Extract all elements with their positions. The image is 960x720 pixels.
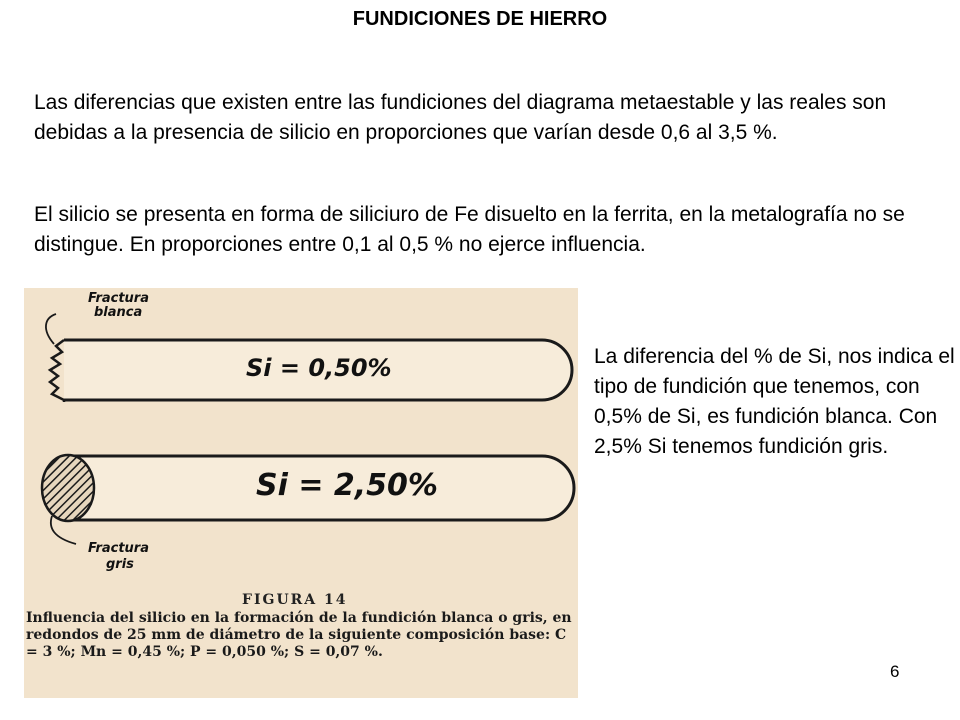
label-fractura-gris-1: Fractura: [88, 541, 149, 556]
figure-14-image: [24, 288, 578, 698]
figure-title: FIGURA 14: [242, 592, 348, 608]
intro-paragraph: Las diferencias que existen entre las fundiciones del diagrama metaestable y las reales son debidas a la presencia de silicio en proporciones que varían desde 0,6 al 3,5 %.: [34, 91, 887, 144]
white-fracture-end: [50, 340, 64, 402]
silicon-paragraph: El silicio se presenta en forma de siliciuro de Fe disuelto en la ferrita, en la metalografía no se distingue. En proporciones entre 0,1 al 0,5 % no ejerce influencia.: [34, 203, 905, 256]
label-fractura-gris-2: gris: [106, 557, 134, 572]
bar-top-label: Si = 0,50%: [246, 354, 392, 382]
page-number: 6: [890, 662, 900, 681]
bar-bottom-label: Si = 2,50%: [256, 468, 438, 503]
label-fractura-blanca-2: blanca: [94, 305, 143, 320]
gray-fracture-end: [42, 455, 94, 521]
label-fractura-blanca-1: Fractura: [88, 291, 149, 306]
side-explanation: La diferencia del % de Si, nos indica el tipo de fundición que tenemos, con 0,5% de Si, es fundición blanca. Con 2,5% Si tenemos fundición gris.: [594, 345, 955, 458]
figure-caption: Influencia del silicio en la formación de la fundición blanca o gris, en redondos de 25 mm de diámetro de la siguiente composición base: C = 3 %; Mn = 0,45 %; P = 0,050 %; S = 0,07 %.: [26, 610, 572, 660]
page-title: FUNDICIONES DE HIERRO: [352, 8, 608, 30]
